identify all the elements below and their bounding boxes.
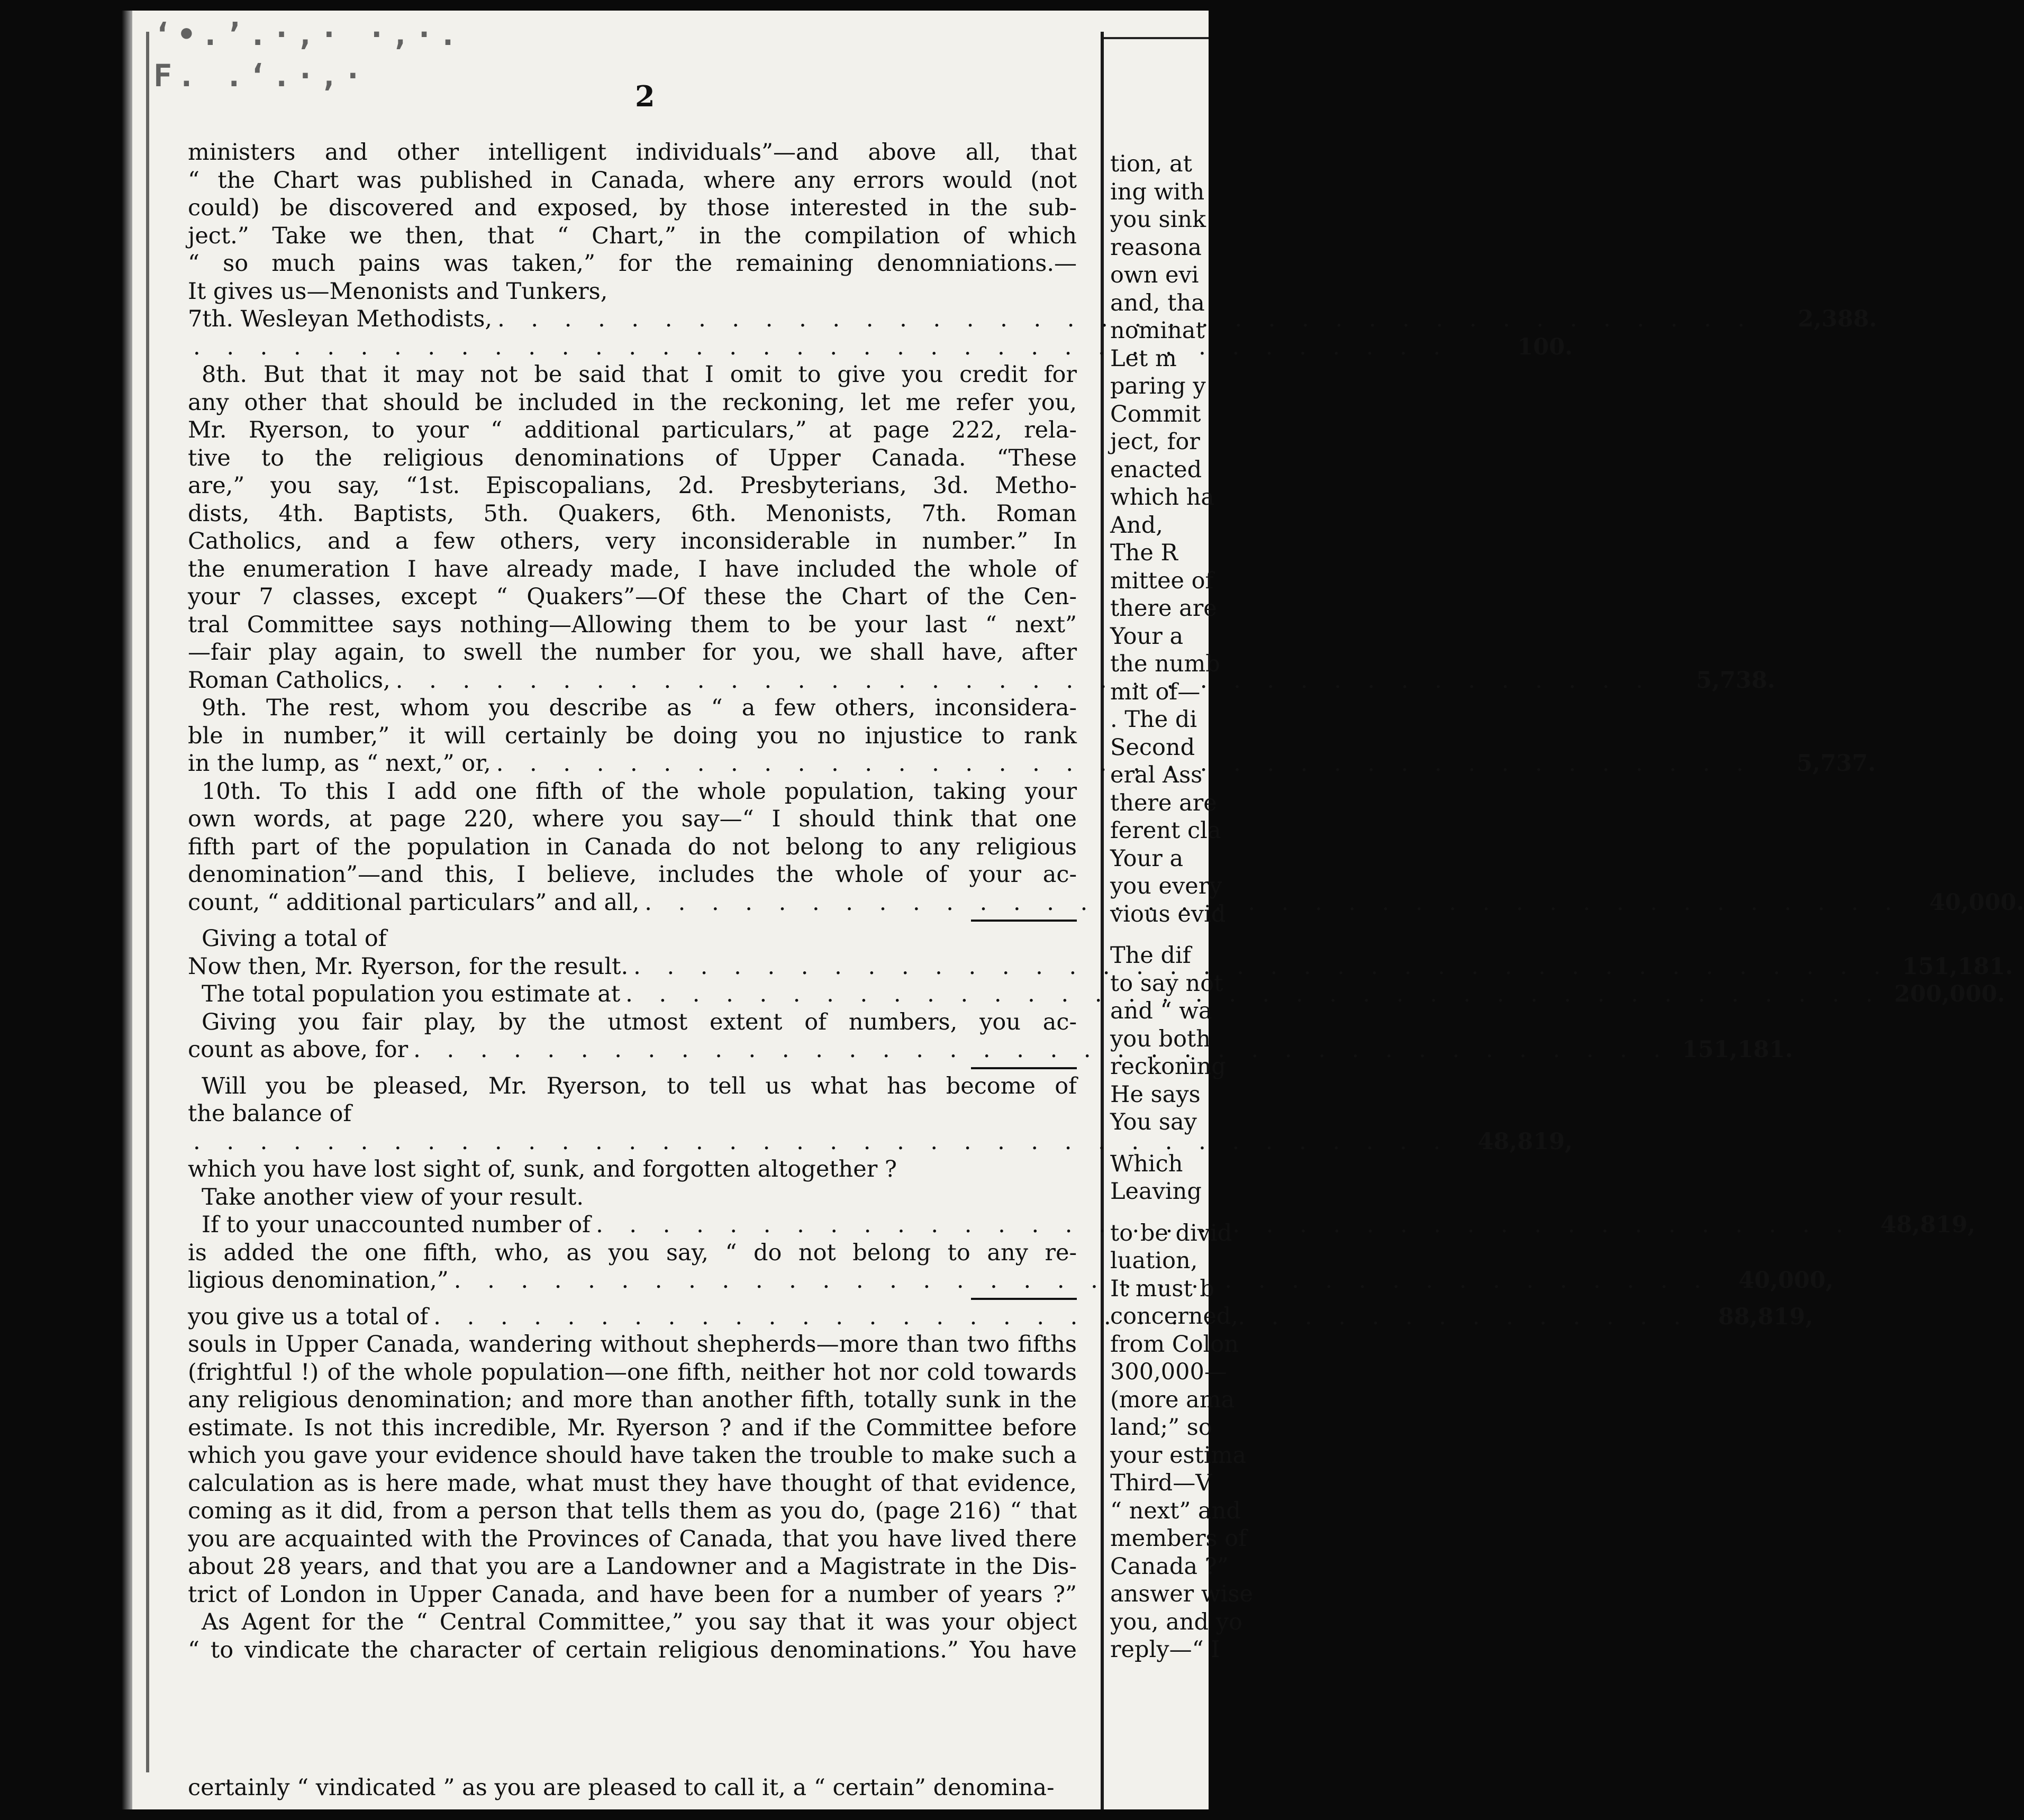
- adjacent-text-fragment: and “ wa: [1110, 998, 1212, 1024]
- adjacent-text-fragment: The R: [1110, 540, 1178, 566]
- entry-value: 2,388.: [1798, 306, 1877, 332]
- entry-label: ligious denomination,”: [188, 1267, 449, 1294]
- text-line: which you have lost sight of, sunk, and forgotten altogether ?: [188, 1156, 897, 1182]
- text-line: It gives us—Menonists and Tunkers,: [188, 278, 608, 305]
- entry-label: you give us a total of: [188, 1303, 429, 1330]
- adjacent-text-fragment: ing with: [1110, 178, 1205, 205]
- adjacent-text-fragment: luation,: [1110, 1248, 1198, 1274]
- entry-label: count as above, for: [188, 1036, 409, 1063]
- text-line: trict of London in Upper Canada, and have been for a number of years ?”: [188, 1581, 1077, 1608]
- adjacent-page-column: [1110, 150, 1253, 1664]
- entry-value: 40,000.: [1929, 889, 2024, 916]
- adjacent-text-fragment: Second: [1110, 734, 1195, 761]
- entry-label: 7th. Wesleyan Methodists,: [188, 306, 493, 332]
- text-line: Giving a total of: [202, 925, 387, 952]
- adjacent-text-fragment: Leaving: [1110, 1178, 1202, 1205]
- adjacent-text-fragment: The dif: [1110, 942, 1191, 969]
- adjacent-text-fragment: ferent cla: [1110, 817, 1221, 844]
- text-line: the balance of: [188, 1100, 352, 1127]
- dot-leader: [645, 889, 1901, 917]
- adjacent-text-fragment: paring y: [1110, 373, 1206, 399]
- text-line: —fair play again, to swell the number for you, we shall have, after: [188, 639, 1077, 666]
- adjacent-text-fragment: you sink: [1110, 206, 1206, 233]
- adjacent-text-fragment: Third—V: [1110, 1470, 1212, 1496]
- text-line: your 7 classes, except “ Quakers”—Of these the Chart of the Cen-: [188, 584, 1077, 610]
- left-margin-rule: [146, 32, 149, 1772]
- dot-leader: [625, 980, 1882, 1008]
- adjacent-text-fragment: Your a: [1110, 623, 1184, 650]
- adjacent-text-fragment: And,: [1110, 512, 1163, 539]
- text-line: coming as it did, from a person that tells them as you do, (page 216) “ that: [188, 1498, 1077, 1524]
- entry-value: 5,737.: [1796, 750, 1876, 777]
- adjacent-text-fragment: concerned,: [1110, 1303, 1239, 1330]
- text-line: dists, 4th. Baptists, 5th. Quakers, 6th. Menonists, 7th. Roman: [188, 500, 1077, 527]
- adjacent-text-fragment: reply—“ I: [1110, 1636, 1220, 1663]
- text-line: ject.” Take we then, that “ Chart,” in the compilation of which: [188, 222, 1077, 249]
- adjacent-text-fragment: You say: [1110, 1109, 1197, 1135]
- text-line: fifth part of the population in Canada do not belong to any religious: [188, 833, 1077, 860]
- adjacent-text-fragment: land;” so: [1110, 1414, 1212, 1441]
- text-line: calculation as is here made, what must they have thought of that evidence,: [188, 1470, 1077, 1497]
- text-line: is added the one fifth, who, as you say, “ do not belong to any re-: [188, 1239, 1077, 1266]
- column-divider: [1101, 32, 1104, 1809]
- entry-label: in the lump, as “ next,” or,: [188, 750, 491, 777]
- adjacent-text-fragment: to be divid: [1110, 1220, 1232, 1246]
- text-line: about 28 years, and that you are a Landowner and a Magistrate in the Dis-: [188, 1553, 1077, 1580]
- adjacent-text-fragment: It must b: [1110, 1275, 1214, 1302]
- stamp-line-1: ‘•.’.·,· ·,·.: [153, 16, 462, 52]
- text-line: As Agent for the “ Central Committee,” you say that it was your object: [202, 1609, 1077, 1635]
- text-line: Will you be pleased, Mr. Ryerson, to tell us what has become of: [202, 1072, 1077, 1099]
- text-line: which you gave your evidence should have taken the trouble to make such a: [188, 1442, 1077, 1469]
- text-line: could) be discovered and exposed, by those interested in the sub-: [188, 195, 1077, 221]
- adjacent-text-fragment: 300,000—: [1110, 1359, 1227, 1385]
- adjacent-text-fragment: reckoning: [1110, 1053, 1226, 1080]
- text-line: “ the Chart was published in Canada, where any errors would (not: [188, 167, 1077, 194]
- entry-label: Now then, Mr. Ryerson, for the result.: [188, 953, 629, 980]
- text-line: “ so much pains was taken,” for the remaining denomniations.—: [188, 250, 1077, 277]
- text-line: 8th. But that it may not be said that I omit to give you credit for: [202, 361, 1077, 388]
- adjacent-text-fragment: the numb: [1110, 651, 1220, 677]
- adjacent-text-fragment: vious evid: [1110, 900, 1226, 927]
- text-line: Catholics, and a few others, very inconsiderable in number.” In: [188, 528, 1077, 554]
- adjacent-text-fragment: members of: [1110, 1525, 1247, 1552]
- text-line: own words, at page 220, where you say—“ I should think that one: [188, 806, 1077, 832]
- dot-leader: [413, 1036, 1670, 1064]
- sum-rule: [971, 920, 1077, 922]
- adjacent-text-fragment: there are: [1110, 595, 1217, 622]
- adjacent-text-fragment: “ next” and: [1110, 1497, 1241, 1524]
- text-line: any other that should be included in the reckoning, let me refer you,: [188, 389, 1077, 416]
- dot-leader: [193, 333, 1450, 361]
- adjacent-text-fragment: enacted: [1110, 456, 1202, 483]
- adjacent-text-fragment: eral Ass: [1110, 762, 1203, 788]
- adjacent-text-fragment: . The di: [1110, 706, 1197, 733]
- entry-value: 40,000,: [1738, 1267, 1834, 1294]
- dot-leader: [433, 1303, 1690, 1331]
- entry-label: The total population you estimate at: [202, 981, 621, 1007]
- entry-label: If to your unaccounted number of: [202, 1212, 591, 1238]
- sum-rule: [971, 1067, 1077, 1069]
- paragraph-gap: [1110, 928, 1211, 942]
- entry-label: Roman Catholics,: [188, 667, 391, 694]
- entry-value: 151,181.: [1902, 953, 2013, 980]
- entry-value: 88,819,: [1718, 1303, 1813, 1330]
- adjacent-text-fragment: you both: [1110, 1025, 1211, 1052]
- dot-leader: [633, 953, 1890, 981]
- dot-leader: [454, 1267, 1711, 1295]
- text-line: Mr. Ryerson, to your “ additional particulars,” at page 222, rela-: [188, 417, 1077, 443]
- sum-rule: [971, 1298, 1077, 1300]
- adjacent-text-fragment: own evi: [1110, 262, 1199, 288]
- text-line: are,” you say, “1st. Episcopalians, 2d. Presbyterians, 3d. Metho-: [188, 472, 1077, 499]
- text-line: tral Committee says nothing—Allowing them to be your last “ next”: [188, 611, 1077, 638]
- entry-value: 151,181.: [1682, 1036, 1793, 1063]
- entry-value: 48,819,: [1477, 1128, 1573, 1155]
- stamp-line-2: F. .‘.·,·: [153, 58, 368, 94]
- text-line: ministers and other intelligent individuals”—and above all, that: [188, 139, 1077, 166]
- adjacent-text-fragment: answer wise: [1110, 1581, 1253, 1607]
- adjacent-text-fragment: mit of—: [1110, 678, 1201, 705]
- text-line: the enumeration I have already made, I have included the whole of: [188, 556, 1077, 583]
- adjacent-text-fragment: reasona: [1110, 234, 1202, 261]
- adjacent-text-fragment: to say not: [1110, 970, 1223, 997]
- library-stamp: [153, 14, 462, 96]
- page-number: 2: [635, 79, 655, 113]
- entry-label: count, “ additional particulars” and all,: [188, 889, 640, 916]
- cutoff-line: [188, 1775, 1077, 1801]
- adjacent-text-fragment: nominat: [1110, 317, 1205, 344]
- adjacent-text-fragment: (more ama: [1110, 1386, 1235, 1413]
- text-line: estimate. Is not this incredible, Mr. Ryerson ? and if the Committee before: [188, 1414, 1077, 1441]
- ledger-entry: [188, 1128, 1573, 1156]
- text-line: 9th. The rest, whom you describe as “ a few others, inconsidera-: [202, 695, 1077, 721]
- text-line: denomination”—and this, I believe, includes the whole of your ac-: [188, 861, 1077, 888]
- text-line: any religious denomination; and more than another fifth, totally sunk in the: [188, 1387, 1077, 1413]
- entry-value: 48,819,: [1880, 1212, 1976, 1238]
- adjacent-text-fragment: Commit: [1110, 401, 1201, 427]
- entry-value: 5,738.: [1696, 667, 1775, 694]
- adjacent-text-fragment: mittee of: [1110, 567, 1214, 594]
- adjacent-text-fragment: Canada ?”: [1110, 1553, 1229, 1580]
- text-line: “ to vindicate the character of certain religious denominations.” You have: [188, 1636, 1077, 1663]
- adjacent-text-fragment: ject, for: [1110, 429, 1200, 455]
- dot-leader: [396, 667, 1653, 695]
- entry-value: 100.: [1517, 333, 1573, 360]
- cutoff-line-text: certainly “ vindicated ” as you are pleased to call it, a “ certain” denomina-: [188, 1775, 1055, 1801]
- adjacent-text-fragment: there are: [1110, 789, 1217, 816]
- text-line: ble in number,” it will certainly be doing you no injustice to rank: [188, 722, 1077, 749]
- adjacent-text-fragment: from Colon: [1110, 1331, 1239, 1358]
- paragraph-gap: [1110, 1136, 1211, 1150]
- text-line: Take another view of your result.: [202, 1184, 584, 1211]
- text-line: (frightful !) of the whole population—one fifth, neither hot nor cold towards: [188, 1359, 1077, 1386]
- dot-leader: [193, 1128, 1450, 1156]
- adjacent-text-fragment: Which: [1110, 1150, 1183, 1177]
- adjacent-text-fragment: Your a: [1110, 845, 1184, 872]
- adjacent-text-fragment: your estima: [1110, 1442, 1247, 1469]
- entry-value: 200,000.: [1894, 981, 2005, 1007]
- text-line: souls in Upper Canada, wandering without shepherds—more than two fifths: [188, 1331, 1077, 1358]
- adjacent-text-fragment: tion, at: [1110, 151, 1192, 177]
- text-line: 10th. To this I add one fifth of the whole population, taking your: [202, 778, 1077, 805]
- adjacent-text-fragment: which ha: [1110, 484, 1215, 511]
- adjacent-text-fragment: He says: [1110, 1081, 1201, 1108]
- text-line: you are acquainted with the Provinces of Canada, that you have lived there: [188, 1525, 1077, 1552]
- adjacent-text-fragment: and, tha: [1110, 289, 1205, 316]
- paragraph-gap: [1110, 1206, 1211, 1220]
- adjacent-text-fragment: Let m: [1110, 345, 1177, 372]
- text-line: tive to the religious denominations of Upper Canada. “These: [188, 444, 1077, 471]
- text-line: Giving you fair play, by the utmost extent of numbers, you ac-: [202, 1008, 1077, 1035]
- adjacent-text-fragment: you, and yo: [1110, 1608, 1242, 1635]
- adjacent-text-fragment: you every: [1110, 873, 1222, 899]
- right-column-top-rule: [1104, 37, 1209, 39]
